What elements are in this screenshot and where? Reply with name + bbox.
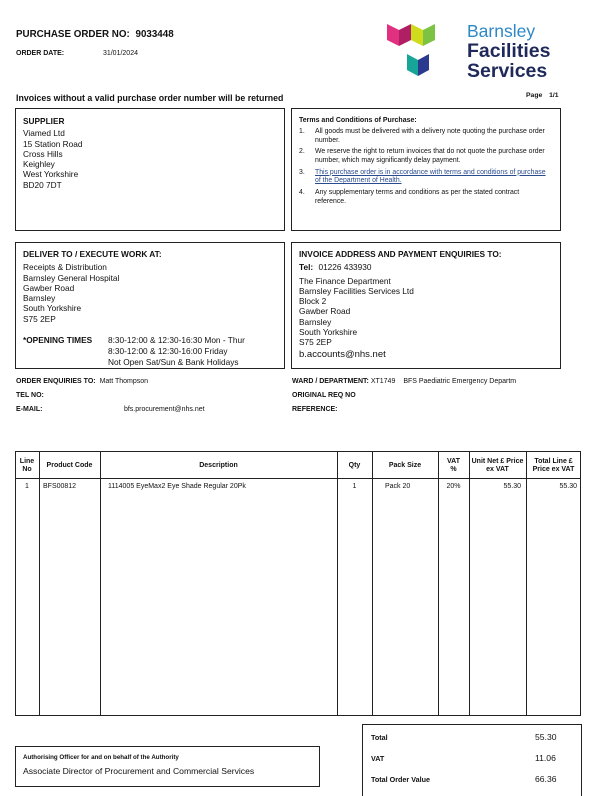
order-date-label: ORDER DATE:	[16, 50, 65, 57]
bfs-logo-mark-icon	[387, 18, 457, 80]
deliver-line: Receipts & Distribution	[23, 262, 107, 273]
invoice-line: S75 2EP	[299, 337, 332, 348]
invoice-line: Block 2	[299, 296, 327, 307]
ward-code: XT1749	[370, 378, 396, 385]
cell-total-line: 55.30	[559, 483, 577, 490]
deliver-line: Gawber Road	[23, 282, 75, 293]
invoice-line: Barnsley	[299, 316, 332, 327]
invoice-address-box	[291, 242, 561, 369]
column-header-unit-net: Unit Net £ Price ex VAT	[471, 457, 524, 473]
terms-list	[299, 128, 549, 206]
page-label: Page	[526, 92, 543, 99]
logo-line-facilities: Facilities	[467, 40, 551, 62]
terms-item-doh-link[interactable]: 3. This purchase order is in accordance with terms and conditions of purchase of the Department of Health.	[299, 168, 546, 185]
logo-line-services: Services	[467, 60, 548, 82]
opening-times	[108, 335, 245, 368]
authorising-officer-box	[15, 746, 320, 787]
total-order-value: 66.36	[535, 774, 557, 784]
invoice-line: South Yorkshire	[299, 327, 358, 338]
invoice-tel	[299, 262, 502, 272]
total-label: Total	[371, 733, 388, 742]
opening-times-line: 8:30-12:00 & 12:30-16:30 Mon - Thur	[108, 335, 245, 345]
logo-line-barnsley: Barnsley	[467, 21, 536, 41]
supplier-line: Keighley	[23, 159, 55, 170]
cell-pack-size: Pack 20	[385, 483, 411, 490]
cell-vat: 20%	[446, 483, 461, 490]
ward-department-row	[292, 378, 516, 385]
bfs-logo-text	[467, 21, 550, 81]
cell-qty: 1	[352, 483, 357, 490]
terms-box	[291, 108, 561, 231]
po-label: PURCHASE ORDER NO:	[16, 29, 130, 40]
column-header-description: Description	[199, 461, 238, 469]
deliver-title: DELIVER TO / EXECUTE WORK AT:	[23, 249, 162, 259]
column-header-qty: Qty	[348, 461, 361, 469]
supplier-line: Viamed Ltd	[23, 128, 65, 139]
totals-box	[362, 724, 582, 796]
column-divider	[39, 451, 40, 716]
order-enquiries-label: ORDER ENQUIRIES TO:	[16, 378, 96, 385]
email-value[interactable]: bfs.procurement@nhs.net	[123, 406, 205, 413]
column-header-total-line: Total Line £ Price ex VAT	[532, 457, 575, 473]
terms-item: 4. Any supplementary terms and conditions as per the stated contract reference.	[299, 189, 520, 205]
supplier-line: BD20 7DT	[23, 179, 62, 190]
opening-times-line: 8:30-12:00 & 12:30-16:00 Friday	[108, 346, 228, 356]
vat-label: VAT	[371, 754, 385, 763]
deliver-line: South Yorkshire	[23, 303, 82, 314]
order-enquiries-row	[16, 378, 148, 385]
deliver-line: Barnsley	[23, 293, 56, 304]
invoice-line: Barnsley Facilities Services Ltd	[299, 285, 414, 296]
column-header-vat: VAT %	[447, 457, 460, 473]
column-header-product-code: Product Code	[46, 461, 93, 469]
supplier-title: SUPPLIER	[23, 116, 65, 126]
column-divider	[100, 451, 101, 716]
po-number: 9033448	[135, 29, 174, 40]
deliver-box	[15, 242, 285, 369]
authorising-value: Associate Director of Procurement and Commercial Services	[23, 766, 255, 776]
tel-no-label: TEL NO:	[16, 392, 44, 399]
terms-title: Terms and Conditions of Purchase:	[299, 117, 417, 124]
cell-line-no: 1	[25, 483, 29, 490]
column-divider	[372, 451, 373, 716]
invoice-tel-label: Tel:	[299, 262, 314, 273]
cell-product-code: BFS00812	[43, 483, 77, 490]
column-divider	[526, 451, 527, 716]
original-req-label: ORIGINAL REQ NO	[292, 392, 356, 399]
email-label: E-MAIL:	[16, 406, 43, 413]
order-date-row	[16, 50, 138, 57]
total-value: 55.30	[535, 732, 557, 742]
purchase-order-heading	[16, 29, 174, 40]
opening-times-line: Not Open Sat/Sun & Bank Holidays	[108, 357, 239, 367]
column-divider	[469, 451, 470, 716]
invoice-notice: Invoices without a valid purchase order number will be returned	[16, 93, 284, 103]
invoice-line: The Finance Department	[299, 275, 391, 286]
supplier-line: 15 Station Road	[23, 138, 83, 149]
cell-unit-net: 55.30	[503, 483, 521, 490]
cell-description: 1114005 EyeMax2 Eye Shade Regular 20Pk	[108, 483, 246, 490]
ward-label: WARD / DEPARTMENT:	[292, 378, 369, 385]
column-header-line-no: Line No	[19, 457, 35, 473]
order-enquiries-value: Matt Thompson	[99, 378, 149, 385]
reference-label: REFERENCE:	[292, 406, 338, 413]
invoice-email[interactable]: b.accounts@nhs.net	[299, 348, 386, 360]
deliver-line: S75 2EP	[23, 313, 56, 324]
supplier-line: Cross Hills	[23, 148, 63, 159]
ward-name: BFS Paediatric Emergency Departm	[403, 378, 517, 385]
terms-item: 2. We reserve the right to return invoices that do not quote the purchase order number, which may significantly delay payment.	[299, 148, 545, 164]
supplier-line: West Yorkshire	[23, 169, 79, 180]
deliver-line: Barnsley General Hospital	[23, 272, 120, 283]
supplier-box	[15, 108, 285, 231]
column-divider	[438, 451, 439, 716]
invoice-line: Gawber Road	[299, 306, 351, 317]
order-date-value: 31/01/2024	[102, 50, 138, 57]
column-divider	[337, 451, 338, 716]
total-order-value-label: Total Order Value	[371, 775, 430, 784]
page-indicator	[526, 92, 559, 99]
vat-value: 11.06	[535, 753, 556, 763]
authorising-label: Authorising Officer for and on behalf of the Authority	[23, 754, 179, 761]
invoice-title: INVOICE ADDRESS AND PAYMENT ENQUIRIES TO:	[299, 249, 502, 259]
bfs-logo	[387, 18, 457, 80]
opening-times-label: *OPENING TIMES	[23, 335, 93, 345]
email-row	[16, 406, 205, 413]
invoice-tel-value: 01226 433930	[318, 262, 372, 273]
page-value: 1/1	[549, 92, 559, 99]
column-header-pack-size: Pack Size	[388, 461, 422, 469]
terms-item: 1. All goods must be delivered with a delivery note quoting the purchase order number.	[299, 128, 545, 144]
